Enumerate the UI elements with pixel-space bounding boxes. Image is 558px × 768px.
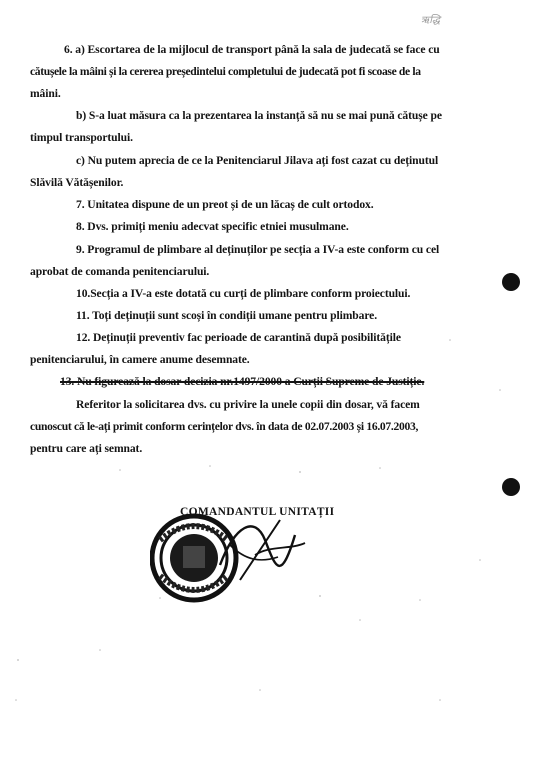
text-line: pentru care ați semnat. [30,442,143,455]
text-line: aprobat de comanda penitenciarului. [30,265,210,278]
text-line: 6. a) Escortarea de la mijlocul de transport până la sala de judecată se face cu [64,43,440,56]
text-line: cunoscut că le-ați primit conform cerințelor dvs. în data de 02.07.2003 și 16.07.2003, [30,420,419,433]
corner-handwritten-mark: ऋद्धि [420,15,440,26]
text-line: timpul transportului. [30,131,133,144]
text-line: b) S-a luat măsura ca la prezentarea la instanță să nu se mai pună cătușe pe [76,109,442,122]
text-line: 10.Secția a IV-a este dotată cu curți de plimbare conform proiectului. [76,287,411,300]
text-line: penitenciarului, în camere anume desemnate. [30,353,250,366]
text-line: c) Nu putem aprecia de ce la Penitenciarul Jilava ați fost cazat cu deținutul [76,154,439,167]
text-line: Referitor la solicitarea dvs. cu privire la unele copii din dosar, vă facem [76,398,420,411]
struck-text-line: 13. Nu figurează la dosar decizia nr.1497/2000 a Curții Supreme de Justiție. [60,375,425,388]
text-line: cătușele la mâini și la cererea președintelui completului de judecată pot fi scoase de la [30,65,421,78]
text-line: mâini. [30,87,61,100]
text-line: 12. Deținuții preventiv fac perioade de carantină după posibilitățile [76,331,401,344]
text-line: 9. Programul de plimbare al deținuților pe secția a IV-a este conform cu cel [76,243,440,256]
signature-block-title: COMANDANTUL UNITAȚII [180,506,335,518]
text-line: 7. Unitatea dispune de un preot și de un lăcaș de cult ortodox. [76,198,374,211]
text-line: 8. Dvs. primiți meniu adecvat specific etniei musulmane. [76,220,349,233]
text-line: 11. Toți deținuții sunt scoși în condiții umane pentru plimbare. [76,309,378,322]
text-line: Slăvilă Vătășenilor. [30,176,124,189]
